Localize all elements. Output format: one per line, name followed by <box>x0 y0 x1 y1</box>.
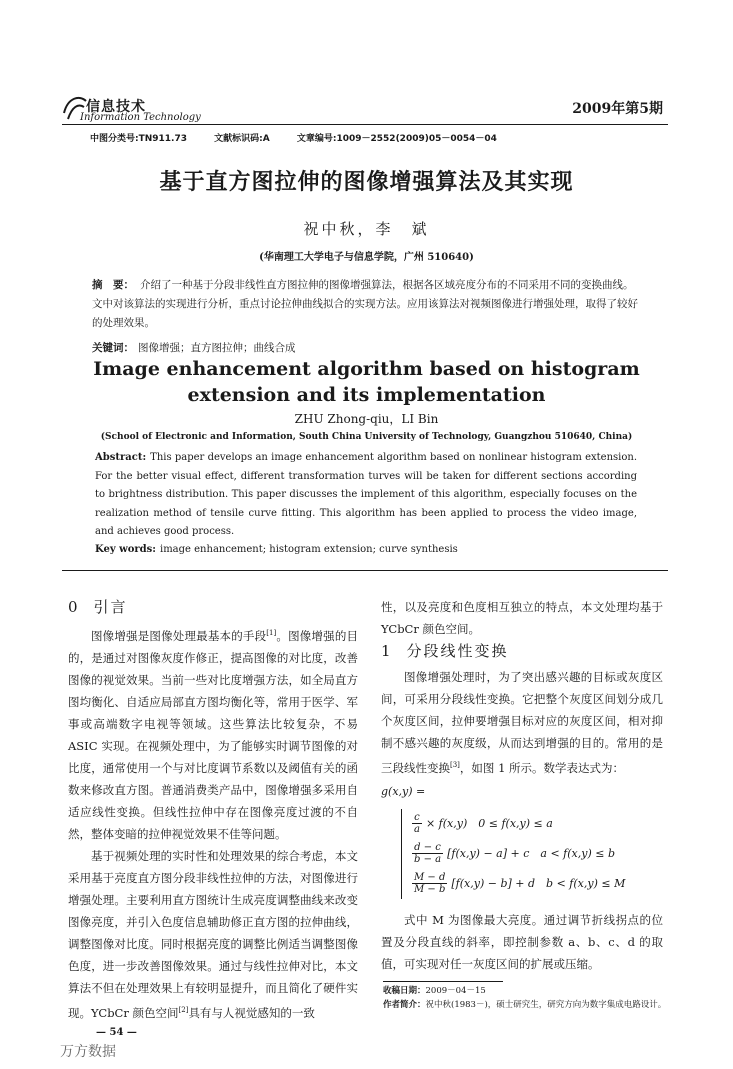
abstract-cn <box>92 276 640 333</box>
denominator: a <box>414 824 420 836</box>
fraction <box>412 872 447 895</box>
abstract-cn-label: 摘 要： <box>92 279 134 291</box>
denominator: M − b <box>414 884 446 896</box>
header-rule <box>62 124 668 125</box>
footnote-rule <box>383 981 503 982</box>
keywords-en-text: image enhancement; histogram extension; curve synthesis <box>160 544 458 555</box>
keywords-cn-text: 图像增强；直方图拉伸；曲线合成 <box>138 342 296 354</box>
abstract-cn-text: 介绍了一种基于分段非线性直方图拉伸的图像增强算法，根据各区域亮度分布的不同采用不同的变换曲线。文中对该算法的实现进行分析，重点讨论拉伸曲线拟合的实现方法。应用该算法对视频图像进行增强处理，取得了较好的处理效果。 <box>92 279 638 329</box>
affiliation-cn: (华南理工大学电子与信息学院，广州 510640) <box>259 252 474 263</box>
authors-en: ZHU Zhong-qiu，LI Bin <box>294 412 439 426</box>
numerator: d − c <box>414 842 441 854</box>
right-column <box>381 596 663 975</box>
citation-ref: [2] <box>178 1005 189 1014</box>
document-code: 文献标识码:A <box>214 134 270 144</box>
citation-ref: [3] <box>450 761 460 769</box>
keywords-cn <box>92 340 640 355</box>
formula-case <box>412 809 663 839</box>
section-1-title: 分段线性变换 <box>406 642 509 660</box>
abstract-en <box>95 449 637 542</box>
left-column <box>68 596 358 1024</box>
citation-ref: [1] <box>266 629 277 637</box>
paragraph-text: 具有与人视觉感知的一致 <box>188 1005 315 1020</box>
section-0-heading <box>68 596 358 618</box>
case-expression: [f(x,y) − b] + d b < f(x,y) ≤ M <box>451 876 626 890</box>
paragraph-text: 基于视频处理的实时性和处理效果的综合考虑，本文采用基于亮度直方图分段非线性拉伸的方法，对图像进行增强处理。主要利用直方图统计生成亮度调整曲线来改变图像亮度，并引入色度信息辅助修正直方图的拉伸曲线，调整图像对比度。同时根据亮度的调整比例适当调整图像色度，进一步改善图像效果。通过与线性拉伸对比，本文算法不但在处理效果上有较明显提升，而且简化了硬件实现。YCbCr 颜色空间 <box>68 848 358 1020</box>
formula-lhs: g(x,y) = <box>381 784 426 798</box>
case-expression: × f(x,y) 0 ≤ f(x,y) ≤ a <box>425 816 553 830</box>
received-date: 2009－04－15 <box>425 986 486 996</box>
keywords-cn-label: 关键词： <box>92 342 134 354</box>
keywords-en <box>95 544 637 555</box>
section-0-paragraph-2 <box>68 845 358 1024</box>
title-en <box>0 356 733 408</box>
right-column-intro: 性，以及亮度和色度相互独立的特点，本文处理均基于 YCbCr 颜色空间。 <box>381 600 663 636</box>
keywords-en-label: Key words: <box>95 544 156 555</box>
section-1-paragraph-1 <box>381 666 663 779</box>
section-1-number: 1 <box>381 642 393 660</box>
section-0-title: 引言 <box>93 598 128 616</box>
classification-number: 中图分类号:TN911.73 <box>90 134 188 144</box>
journal-name-cn: 信息技术 <box>86 99 146 115</box>
article-number: 文章编号:1009－2552(2009)05－0054－04 <box>296 134 497 144</box>
case-expression: [f(x,y) − a] + c a < f(x,y) ≤ b <box>447 846 615 860</box>
authors-cn: 祝中秋，李 斌 <box>303 220 430 238</box>
affiliation-en: (School of Electronic and Information, South China University of Technology, Guangzhou 510640, China) <box>100 432 633 442</box>
paragraph-text: ，如图 1 所示。数学表达式为： <box>459 760 625 775</box>
section-divider <box>62 570 668 571</box>
footnote-received <box>383 985 673 997</box>
formula-case <box>412 869 663 899</box>
numerator: c <box>414 812 420 824</box>
piecewise-formula <box>401 809 663 899</box>
section-0-paragraph-1 <box>68 622 358 845</box>
paragraph-text: 图像增强是图像处理最基本的手段 <box>91 628 267 643</box>
author-bio: 祝中秋(1983－)，硕士研究生，研究方向为数字集成电路设计。 <box>425 1000 667 1010</box>
fraction <box>412 842 443 865</box>
section-0-number: 0 <box>68 598 80 616</box>
paragraph-text: 图像增强处理时，为了突出感兴趣的目标或灰度区间，可采用分段线性变换。它把整个灰度区间划分成几个灰度区间，拉伸要增强目标对应的灰度区间，相对抑制不感兴趣的灰度级，从而达到增强的目的。常用的是三段线性变换 <box>381 670 663 775</box>
paragraph-text: 。图像增强的目的，是通过对图像灰度作修正，提高图像的对比度，改善图像的视觉效果。当前一些对比度增强方法，如全局直方图均衡化、自适应局部直方图均衡化等，常用于医学、军事或高端数字电视等领域。这些算法比较复杂，不易 ASIC 实现。在视频处理中，为了能够实时调节图像的对比度，通常使用一个与对比度调节系数以及阈值有关的函数来修改直方图。普通消费类产品中，图像增强多采用自适应线性变换。但线性拉伸中存在图像亮度过渡的不自然，整体变暗的拉伸视觉效果不佳等问题。 <box>68 628 358 841</box>
title-en-line-1: Image enhancement algorithm based on histogram <box>93 358 640 380</box>
author-label: 作者简介： <box>383 1000 426 1010</box>
received-label: 收稿日期： <box>383 986 426 996</box>
numerator: M − d <box>414 872 446 884</box>
denominator: b − a <box>414 854 442 866</box>
journal-name-en: Information Technology <box>80 112 201 123</box>
issue-label: 2009年第5期 <box>572 101 663 117</box>
watermark: 万方数据 <box>60 1044 116 1060</box>
section-1-heading <box>381 640 663 662</box>
page-number: — 54 — <box>96 1027 137 1038</box>
title-cn: 基于直方图拉伸的图像增强算法及其实现 <box>159 170 574 195</box>
article-meta <box>90 131 521 144</box>
title-en-line-2: extension and its implementation <box>187 384 546 406</box>
section-1-paragraph-2: 式中 M 为图像最大亮度。通过调节折线拐点的位置及分段直线的斜率，即控制参数 a、b、c、d 的取值，可实现对任一灰度区间的扩展或压缩。 <box>381 912 663 971</box>
abstract-en-label: Abstract: <box>95 452 147 463</box>
fraction <box>412 812 422 835</box>
abstract-en-text: This paper develops an image enhancement algorithm based on nonlinear histogram extension. For the better visual effect, different transformation turves will be taken for different sections according to brightness distribution. This paper discusses the implement of this algorithm, especially focuses on the realization method of tensile curve fitting. This algorithm has been applied to process the video image, and achieves good process. <box>95 452 637 537</box>
footnote-author <box>383 999 673 1011</box>
formula-case <box>412 839 663 869</box>
